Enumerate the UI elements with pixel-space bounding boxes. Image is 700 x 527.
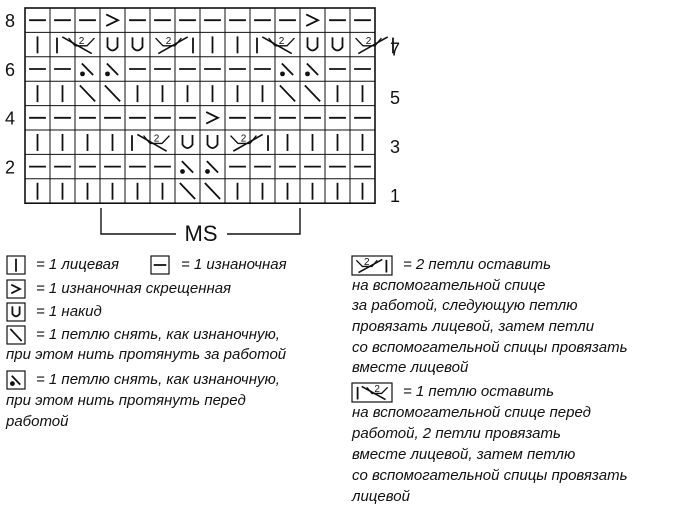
stitch-slip-back bbox=[81, 86, 95, 101]
svg-text:2: 2 bbox=[374, 383, 380, 395]
stitch-slip-back bbox=[181, 184, 195, 199]
stitch-yo bbox=[308, 38, 318, 50]
chart-grid bbox=[25, 8, 375, 203]
legend-cable-front-line5: со вспомогательной спицы провязать bbox=[352, 467, 628, 484]
chart-cells bbox=[30, 15, 393, 199]
row-number-left: 2 bbox=[5, 157, 16, 178]
legend-cable-back-line6: вместе лицевой bbox=[352, 359, 469, 376]
legend-slip-front-line1: = 1 петлю снять, как изнаночную, bbox=[36, 371, 280, 388]
row-number-right: 1 bbox=[390, 185, 401, 206]
stitch-yo bbox=[183, 136, 193, 148]
stitch-yo bbox=[333, 38, 343, 50]
row-number-left: 8 bbox=[5, 11, 16, 32]
row-number-right: 3 bbox=[390, 137, 401, 158]
legend-knit-text: = 1 лицевая bbox=[36, 256, 120, 273]
legend-knit-symbol bbox=[7, 256, 25, 274]
legend-slip-back-symbol-glyph bbox=[11, 330, 21, 341]
stitch-yo bbox=[208, 136, 218, 148]
legend-twisted-symbol-glyph bbox=[12, 285, 20, 293]
svg-text:2: 2 bbox=[364, 256, 370, 268]
legend-cable-back-line2: на вспомогательной спице bbox=[352, 277, 546, 294]
row-number-left: 4 bbox=[5, 108, 16, 129]
legend-slip-back-symbol bbox=[7, 326, 25, 344]
stitch-slip-front bbox=[305, 64, 317, 76]
row-number-right: 7 bbox=[390, 39, 401, 60]
legend-cable-back-line5: со вспомогательной спицы провязать bbox=[352, 339, 628, 356]
svg-text:2: 2 bbox=[365, 35, 372, 47]
stitch-yo bbox=[108, 38, 118, 50]
stitch-twisted bbox=[107, 15, 118, 26]
svg-text:2: 2 bbox=[165, 35, 172, 47]
legend-cable-front-line4: вместе лицевой, затем петлю bbox=[352, 446, 576, 463]
legend-twisted-text: = 1 изнаночная скрещенная bbox=[36, 280, 232, 297]
stitch-slip-back bbox=[306, 86, 320, 101]
legend-slip-back-line2: при этом нить протянуть за работой bbox=[6, 346, 287, 363]
legend-purl-text: = 1 изнаночная bbox=[181, 256, 287, 273]
stitch-slip-back bbox=[206, 184, 220, 199]
legend-cable-front-line6: лицевой bbox=[352, 488, 410, 505]
stitch-slip-back bbox=[106, 86, 120, 101]
legend-slip-front-line2: при этом нить протянуть перед bbox=[6, 392, 246, 409]
legend-cable-front-line3: работой, 2 петли провязать bbox=[352, 425, 561, 442]
legend-cable-back-line1: = 2 петли оставить bbox=[403, 256, 552, 273]
stitch-slip-front bbox=[80, 64, 92, 76]
row-number-left: 6 bbox=[5, 59, 16, 80]
legend-cable-back-line3: за работой, следующую петлю bbox=[352, 297, 578, 314]
stitch-slip-front bbox=[205, 162, 217, 174]
legend-slip-back-line1: = 1 петлю снять, как изнаночную, bbox=[36, 326, 280, 343]
stitch-twisted bbox=[307, 15, 318, 26]
stitch-slip-front bbox=[280, 64, 292, 76]
row-number-right: 5 bbox=[390, 88, 401, 109]
legend-purl-symbol bbox=[151, 256, 169, 274]
stitch-slip-front bbox=[180, 162, 192, 174]
legend-cable-back-symbol bbox=[352, 256, 392, 275]
legend-cable-back-symbol-glyph bbox=[357, 257, 387, 272]
legend-cable-front-line2: на вспомогательной спице перед bbox=[352, 404, 591, 421]
legend-slip-front-line3: работой bbox=[6, 413, 69, 430]
legend-yo-symbol bbox=[7, 303, 25, 321]
svg-text:2: 2 bbox=[153, 133, 160, 145]
ms-label: MS bbox=[184, 221, 218, 246]
legend-slip-front-symbol bbox=[7, 371, 25, 389]
legend-yo-symbol-glyph bbox=[12, 307, 19, 316]
legend-slip-front-symbol-glyph bbox=[10, 376, 20, 386]
ms-bracket bbox=[101, 208, 300, 246]
svg-text:2: 2 bbox=[78, 35, 85, 47]
stitch-yo bbox=[133, 38, 143, 50]
legend-yo-text: = 1 накид bbox=[36, 303, 102, 320]
legend-twisted-symbol bbox=[7, 280, 25, 298]
legend-cable-front-symbol bbox=[352, 383, 392, 402]
svg-text:2: 2 bbox=[240, 133, 247, 145]
svg-text:2: 2 bbox=[278, 35, 285, 47]
legend-cable-back-line4: провязать лицевой, затем петли bbox=[352, 318, 595, 335]
legend-cable-front-line1: = 1 петлю оставить bbox=[403, 383, 555, 400]
stitch-slip-front bbox=[105, 64, 117, 76]
stitch-slip-back bbox=[281, 86, 295, 101]
stitch-twisted bbox=[207, 112, 218, 123]
legend-cable-front-symbol-glyph bbox=[358, 384, 388, 399]
